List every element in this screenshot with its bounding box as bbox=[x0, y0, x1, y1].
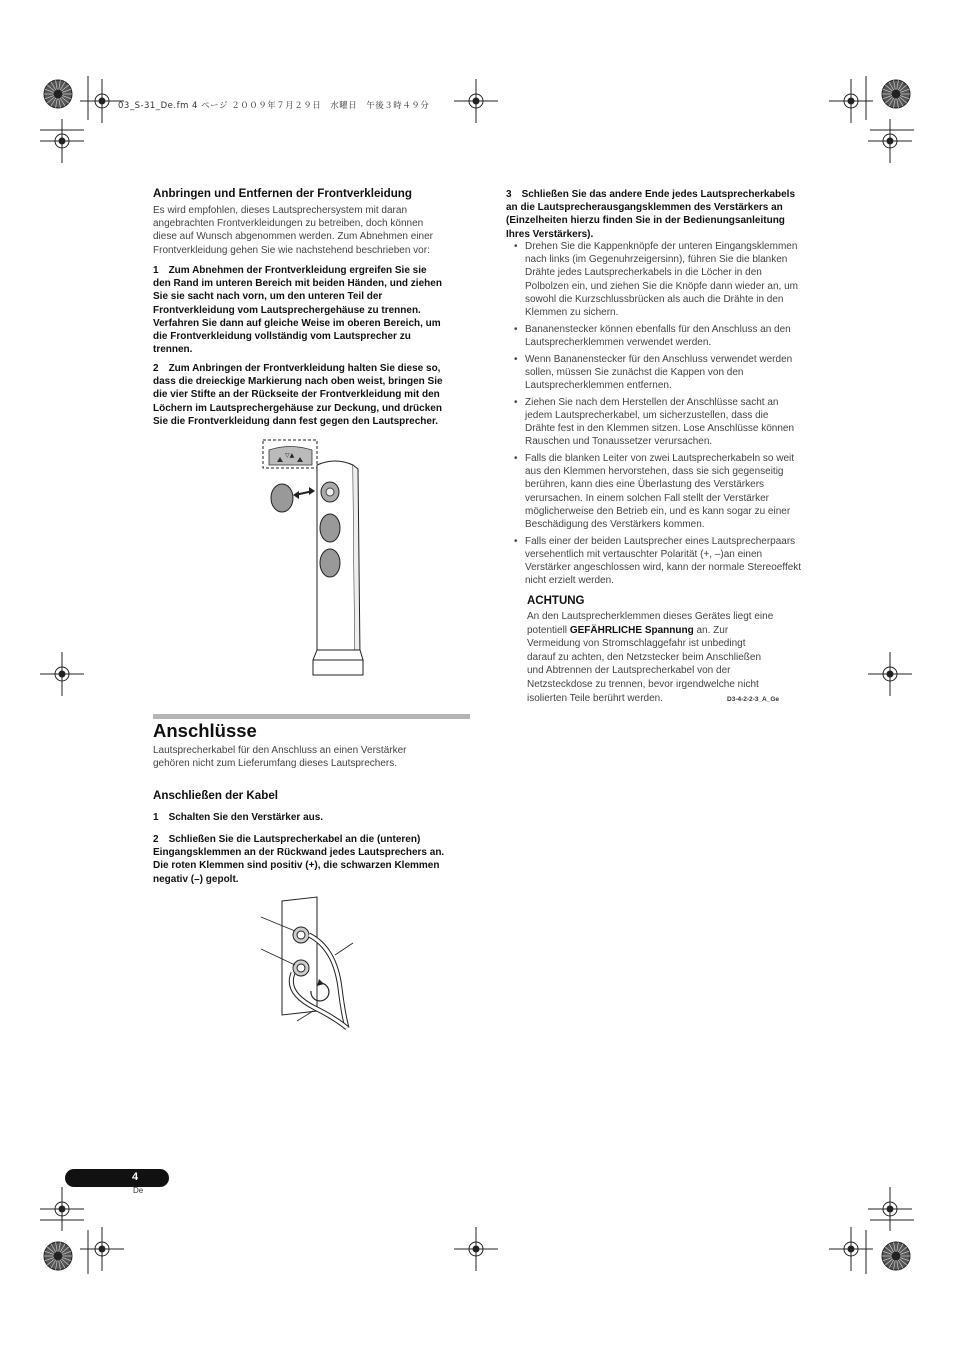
step-amp-off: 1 Schalten Sie den Verstärker aus. bbox=[153, 812, 324, 823]
step-remove-grille: 1 Zum Abnehmen der Frontverkleidung ergreifen Sie sie den Rand im unteren Bereich mit beiden Händen, und ziehen Sie sie sacht nach vorn, um den unteren Teil der Frontverkleidung vom Lautsprechergehäuse zu trennen. Verfahren Sie dann auf gleiche Weise im oberen Bereich, um die Frontverkleidung vollständig vom Lautsprecher zu trennen. bbox=[153, 265, 442, 356]
step-attach-grille: 2 Zum Anbringen der Frontverkleidung halten Sie diese so, dass die dreieckige Markierung nach oben weist, bringen Sie die vier Stifte an der Rückseite der Frontverkleidung mit den Löchern im Lautsprechergehäuse zur Deckung, und drücken Sie die Frontverkleidung dann fest gegen den Lautsprecher. bbox=[153, 363, 443, 427]
caution-title: ACHTUNG bbox=[527, 595, 585, 607]
page-number-tab bbox=[65, 1169, 169, 1187]
list-item: • Falls einer der beiden Lautsprecher eines Lautsprecherpaars versehentlich mit vertauschter Polarität (+, –)an einen Verstärker angeschlossen wird, kann der normale Stereoeffekt nicht erzielt werden. bbox=[514, 535, 802, 587]
list-item: • Drehen Sie die Kappenknöpfe der unteren Eingangsklemmen nach links (im Gegenuhrzeigersinn), führen Sie die blanken Drähte jedes Lautsprecherkabels in die Löcher in den Polbolzen ein, und ziehen Sie die Knöpfe dann wieder an, um sowohl die Kurzschlussbrücken als auch die Drähte in den Klemmen zu sichern. bbox=[514, 241, 798, 319]
section-title-kabel: Anschließen der Kabel bbox=[153, 789, 278, 802]
section-title-frontverkleidung: Anbringen und Entfernen der Frontverkleidung bbox=[153, 187, 412, 200]
speaker-grille-illustration bbox=[255, 435, 380, 680]
list-item: • Falls die blanken Leiter von zwei Lautsprecherkabeln so weit aus den Klemmen hervorstehen, dass sie sich gegenseitig berühren, kann dies eine Überlastung des Verstärkers verursachen. In einem solchen Fall stellt der Verstärker möglicherweise den Betrieb ein, und es kann sogar zu einer Beschädigung des Verstärkers kommen. bbox=[514, 453, 795, 531]
section-intro-anschluesse: Lautsprecherkabel für den Anschluss an einen Verstärker gehören nicht zum Lieferumfang dieses Lautsprechers. bbox=[153, 745, 407, 770]
page-language: De bbox=[133, 1186, 144, 1195]
svg-text:▽▲: ▽▲ bbox=[285, 452, 295, 459]
section-title-anschluesse: Anschlüsse bbox=[153, 720, 257, 741]
caution-code: D3-4-2-2-3_A_Ge bbox=[727, 695, 780, 703]
page-number: 4 bbox=[132, 1171, 139, 1183]
list-item: • Ziehen Sie nach dem Herstellen der Anschlüsse sacht an jedem Lautsprecherkabel, um sicherzustellen, dass die Drähte fest in den Klemmen sitzen. Lose Anschlüsse können Rauschen und Tonaussetzer verursachen. bbox=[514, 396, 795, 448]
connection-notes-list bbox=[506, 240, 836, 591]
step-connect-amp: 3 Schließen Sie das andere Ende jedes Lautsprecherkabels an die Lautsprecherausgangsklemmen des Verstärkers an (Einzelheiten hierzu finden Sie in der Bedienungsanleitung Ihres Verstärkers). bbox=[506, 189, 796, 240]
list-item: • Wenn Bananenstecker für den Anschluss verwendet werden sollen, müssen Sie zunächst die Kappen von den Lautsprecherklemmen entfernen. bbox=[514, 353, 793, 392]
terminal-connection-illustration bbox=[255, 893, 365, 1033]
caution-text: An den Lautsprecherklemmen dieses Gerätes liegt eine potentiell GEFÄHRLICHE Spannung an. Zur Vermeidung von Stromschlaggefahr ist unbedingt darauf zu achten, den Netzstecker beim Anschließen und Abtrennen der Lautsprecherkabel von der Netzsteckdose zu trennen, bevor irgendwelche nicht isolierten Teile berührt werden. D3-4-2-2-3_A_Ge bbox=[527, 611, 780, 704]
step-connect-cables: 2 Schließen Sie die Lautsprecherkabel an die (unteren) Eingangsklemmen an der Rückwand jedes Lautsprechers an. Die roten Klemmen sind positiv (+), die schwarzen Klemmen negativ (–) gepolt. bbox=[153, 834, 445, 885]
section-intro-frontverkleidung: Es wird empfohlen, dieses Lautsprechersystem mit daran angebrachten Frontverkleidungen zu betreiben, doch können diese auf Wunsch abgenommen werden. Zum Abnehmen einer Frontverkleidung gehen Sie wie nachstehend beschrieben vor: bbox=[153, 205, 433, 256]
section-rule bbox=[153, 714, 470, 719]
list-item: • Bananenstecker können ebenfalls für den Anschluss an den Lautsprecherklemmen verwendet werden. bbox=[514, 323, 791, 348]
print-header: 03_S-31_De.fm 4 ページ ２００９年７月２９日 水曜日 午後３時４９分 bbox=[118, 101, 430, 111]
